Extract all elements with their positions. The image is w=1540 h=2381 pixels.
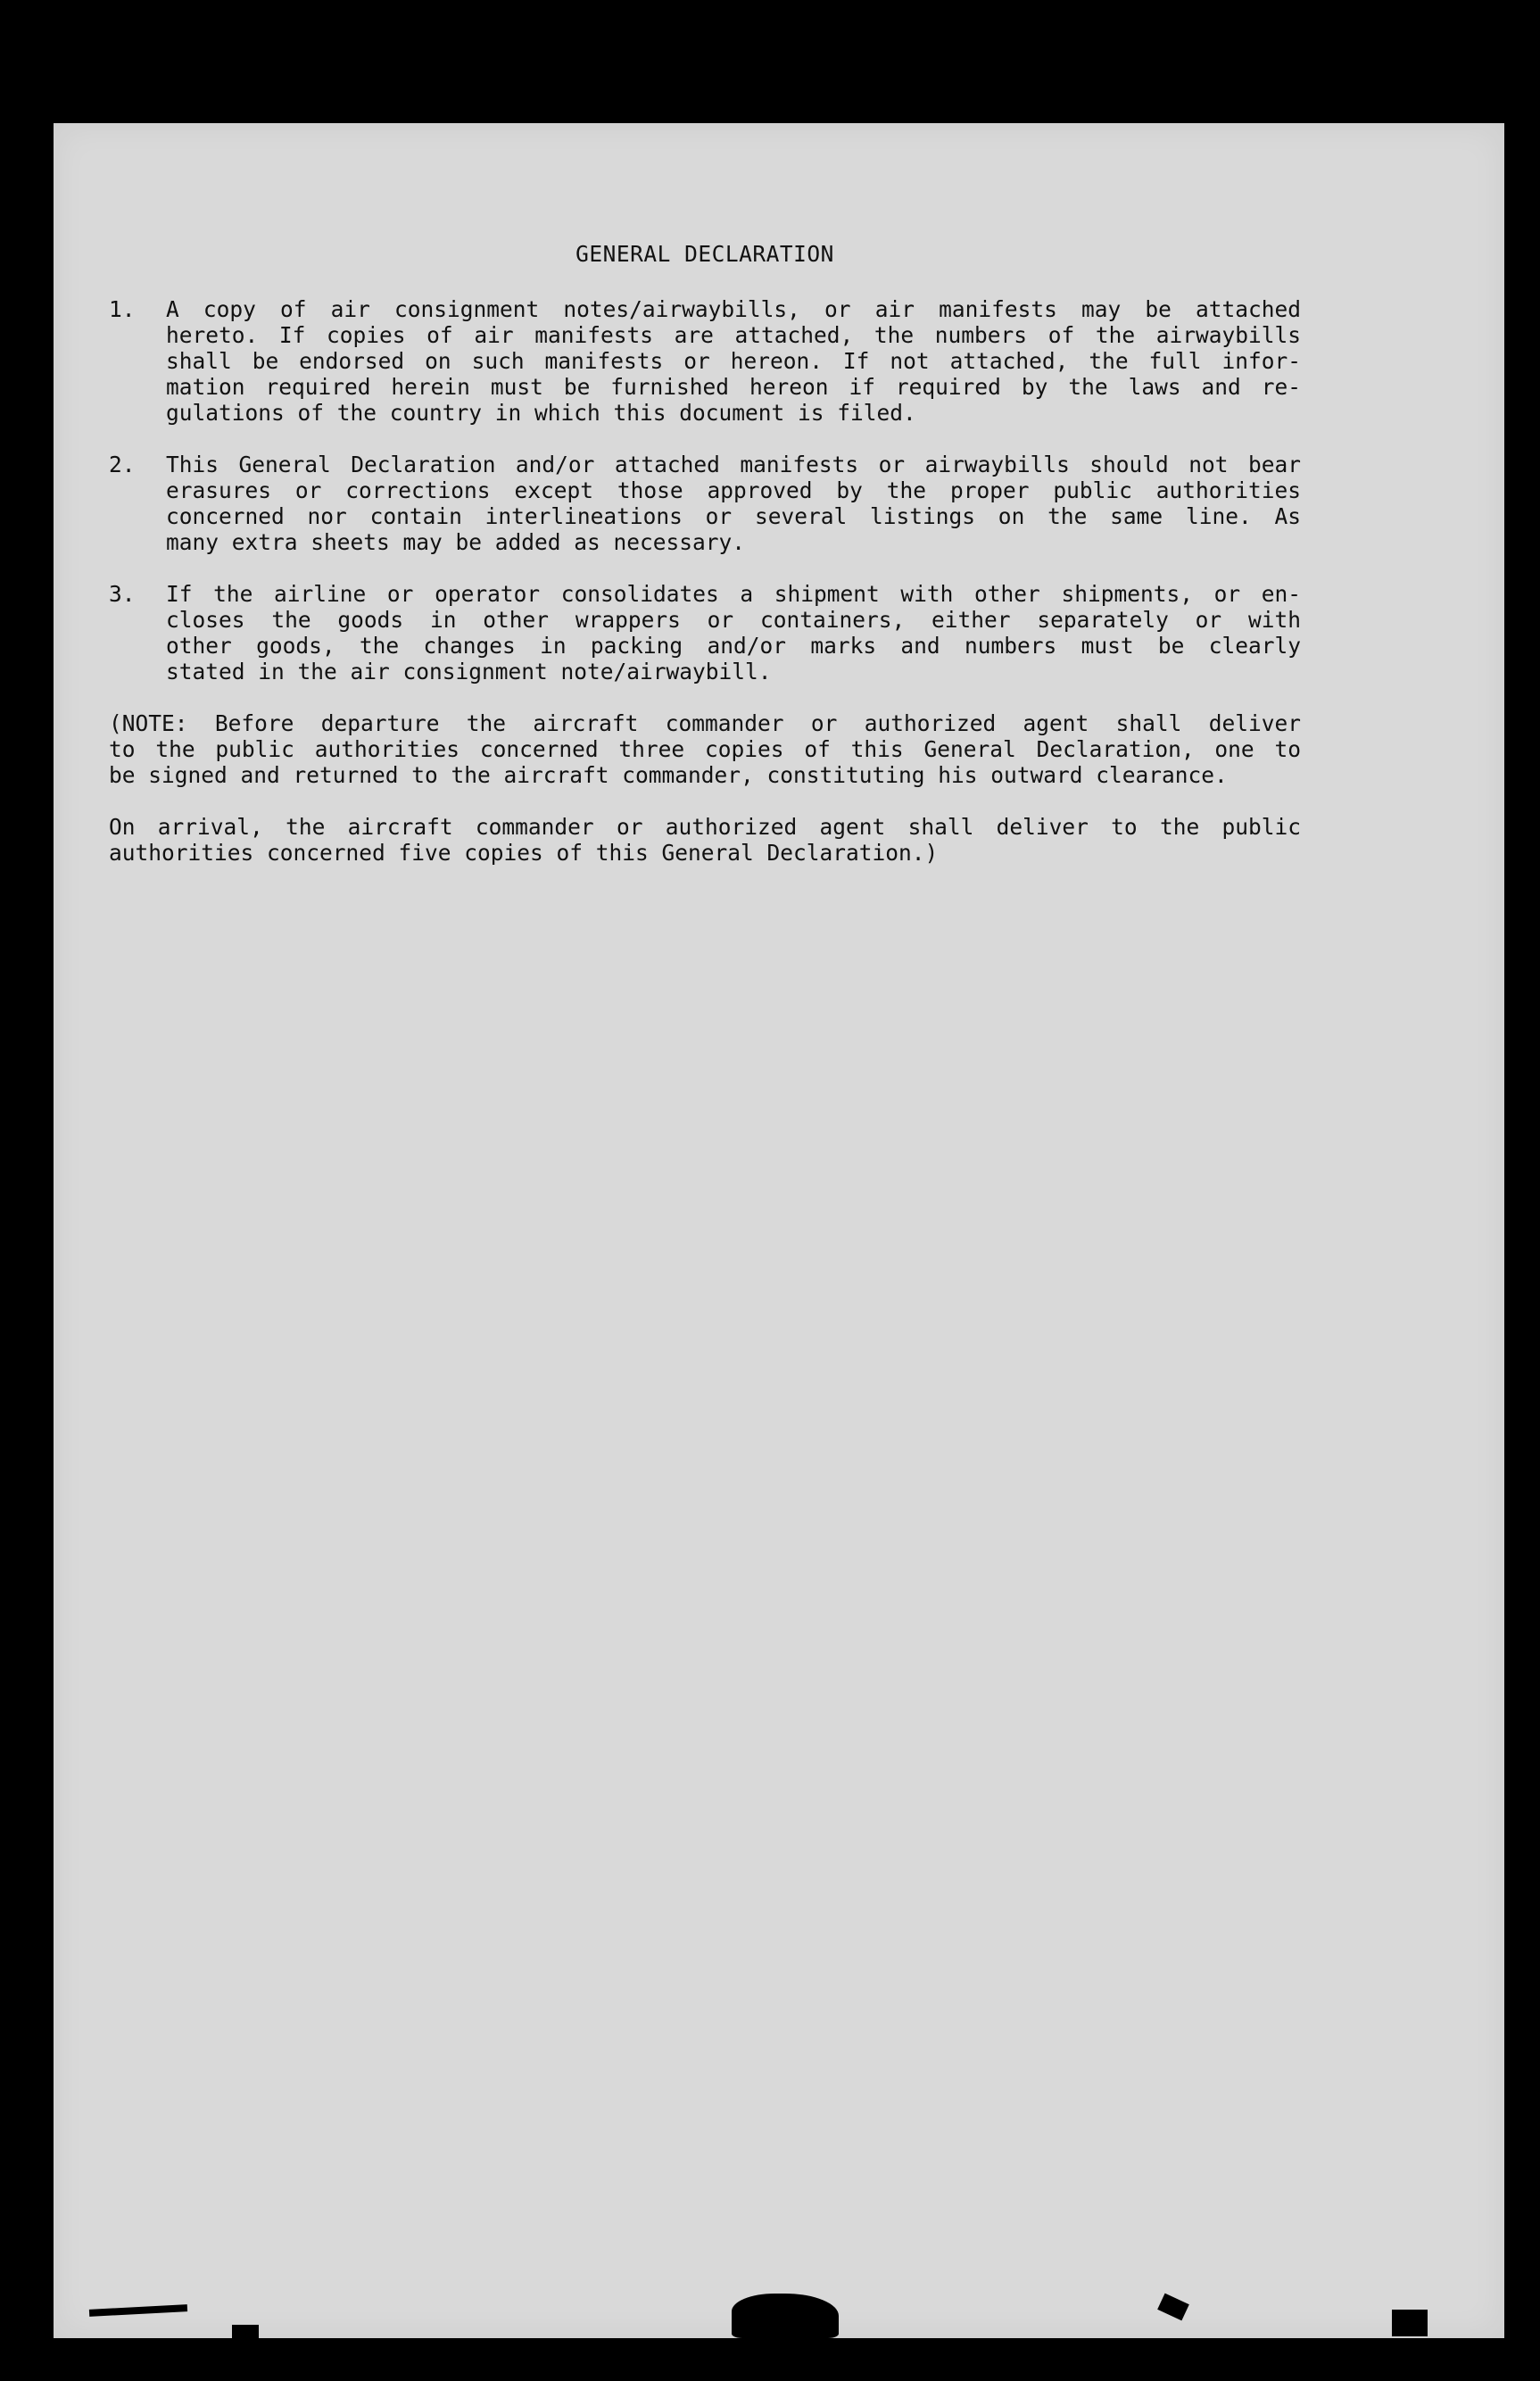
item-line: hereto. If copies of air manifests are attached, the numbers of the airwaybills — [166, 322, 1301, 348]
departure-note — [109, 710, 1301, 788]
item-number: 3. — [109, 581, 136, 607]
item-line: mation required herein must be furnished hereon if required by the laws and re- — [166, 374, 1301, 400]
document-title: GENERAL DECLARATION — [575, 241, 834, 267]
note-line: to the public authorities concerned three copies of this General Declaration, one to — [109, 736, 1301, 762]
item-line: many extra sheets may be added as necessary. — [166, 529, 746, 555]
item-line: erasures or corrections except those approved by the proper public authorities — [166, 477, 1301, 503]
item-line: concerned nor contain interlineations or several listings on the same line. As — [166, 503, 1301, 529]
item-number: 2. — [109, 452, 136, 477]
item-line: stated in the air consignment note/airwaybill. — [166, 659, 772, 684]
item-line: This General Declaration and/or attached manifests or airwaybills should not bear — [166, 452, 1301, 477]
instruction-item-1 — [109, 296, 1301, 426]
scan-artifact — [1392, 2310, 1428, 2336]
item-line: other goods, the changes in packing and/or marks and numbers must be clearly — [166, 633, 1301, 659]
note-line: authorities concerned five copies of this General Declaration.) — [109, 840, 939, 866]
instruction-item-3 — [109, 581, 1301, 684]
item-line: closes the goods in other wrappers or containers, either separately or with — [166, 607, 1301, 633]
item-line: A copy of air consignment notes/airwaybills, or air manifests may be attached — [166, 296, 1301, 322]
arrival-note — [109, 814, 1301, 866]
item-number: 1. — [109, 296, 136, 322]
scan-artifact — [732, 2294, 839, 2338]
document-body — [109, 241, 1301, 892]
item-line: shall be endorsed on such manifests or hereon. If not attached, the full infor- — [166, 348, 1301, 374]
note-line: be signed and returned to the aircraft commander, constituting his outward clearance. — [109, 762, 1228, 788]
scan-artifact — [232, 2325, 259, 2343]
note-line: (NOTE: Before departure the aircraft commander or authorized agent shall deliver — [109, 710, 1301, 736]
note-line: On arrival, the aircraft commander or authorized agent shall deliver to the public — [109, 814, 1301, 840]
item-line: If the airline or operator consolidates a shipment with other shipments, or en- — [166, 581, 1301, 607]
item-line: gulations of the country in which this document is filed. — [166, 400, 916, 426]
instruction-item-2 — [109, 452, 1301, 555]
